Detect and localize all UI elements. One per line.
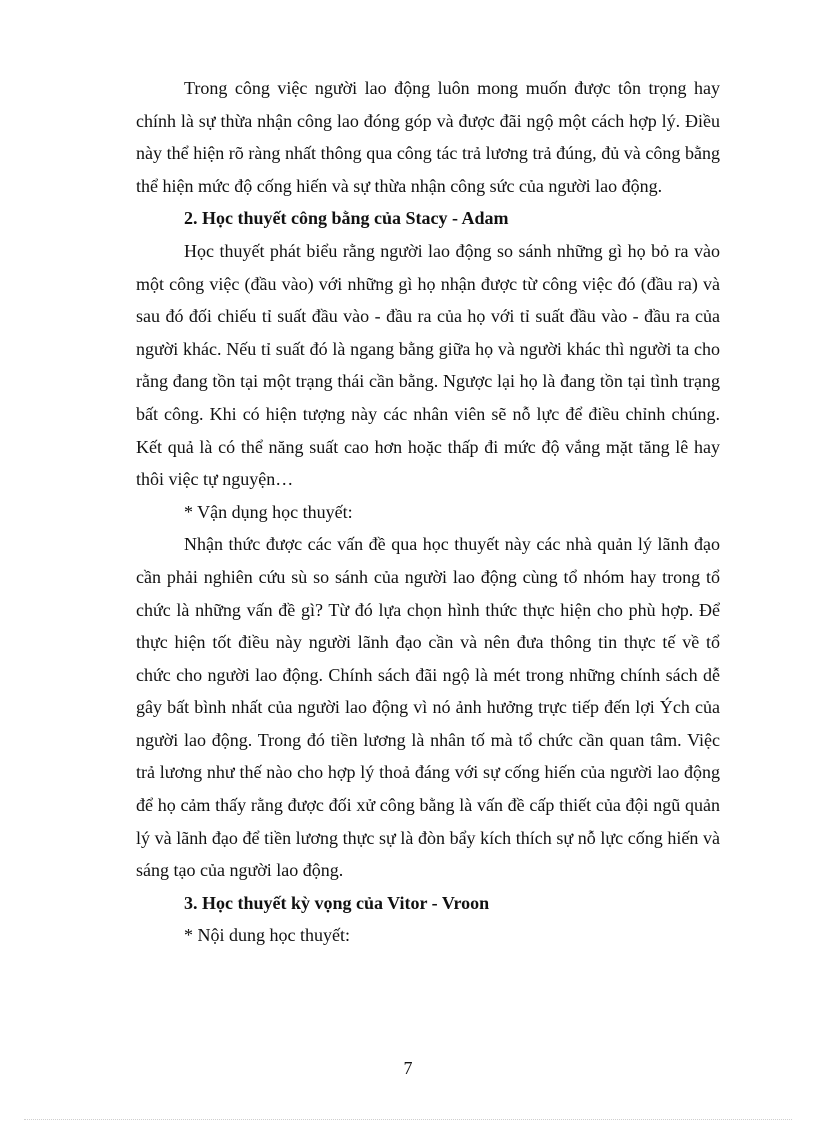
paragraph-application: Nhận thức được các vấn đề qua học thuyết này các nhà quản lý lãnh đạo cần phải nghiên cứu sù so sánh của người lao động cùng tổ nhóm hay trong tổ chức là những vấn đề gì? Từ đó lựa chọn hình thức thực hiện cho phù hợp. Để thực hiện tốt điều này người lãnh đạo cần và nên đưa thông tin thực tế về tổ chức cho người lao động. Chính sách đãi ngộ là mét trong những chính sách dễ gây bất bình nhất của người lao động vì nó ảnh hưởng trực tiếp đến lợi Ých của người lao động. Trong đó tiền lương là nhân tố mà tổ chức cần quan tâm. Việc trả lương như thế nào cho hợp lý thoả đáng với sự cống hiến của người lao động để họ cảm thấy rằng được đối xử công bằng là vấn đề cấp thiết của đội ngũ quản lý và lãnh đạo để tiền lương thực sự là đòn bẩy kích thích sự nỗ lực cống hiến và sáng tạo của người lao động. (136, 534, 720, 881)
page-body (136, 72, 720, 952)
subheading-application: * Vận dụng học thuyết: (184, 501, 353, 522)
page-number: 7 (403, 1058, 413, 1078)
subheading-theory-content: * Nội dung học thuyết: (184, 925, 350, 946)
paragraph-recognition: Trong công việc người lao động luôn mong muốn được tôn trọng hay chính là sự thừa nhận công lao đóng góp và được đãi ngộ một cách hợp lý. Điều này thể hiện rõ ràng nhất thông qua công tác trả lương trả đúng, đủ và công bằng thể hiện mức độ cống hiến và sự thừa nhận công sức của người lao động. (136, 78, 720, 196)
paragraph-equity-theory: Học thuyết phát biểu rằng người lao động so sánh những gì họ bỏ ra vào một công việc (đầu vào) với những gì họ nhận được từ công việc đó (đầu ra) và sau đó đối chiếu tỉ suất đầu vào - đầu ra của họ với tỉ suất đầu vào - đầu ra của người khác. Nếu tỉ suất đó là ngang bằng giữa họ và người khác thì người ta cho rằng đang tồn tại một trạng thái cần bằng. Ngược lại họ là đang tồn tại tình trạng bất công. Khi có hiện tượng này các nhân viên sẽ nỗ lực để điều chỉnh chúng. Kết quả là có thể năng suất cao hơn hoặc thấp đi mức độ vắng mặt tăng lê hay thôi việc tự nguyện… (136, 240, 720, 490)
page-bottom-divider (24, 1119, 792, 1120)
section-heading-vitor-vroon: 3. Học thuyết kỳ vọng của Vitor - Vroon (184, 892, 490, 913)
section-heading-stacy-adam: 2. Học thuyết công bằng của Stacy - Adam (184, 208, 509, 229)
